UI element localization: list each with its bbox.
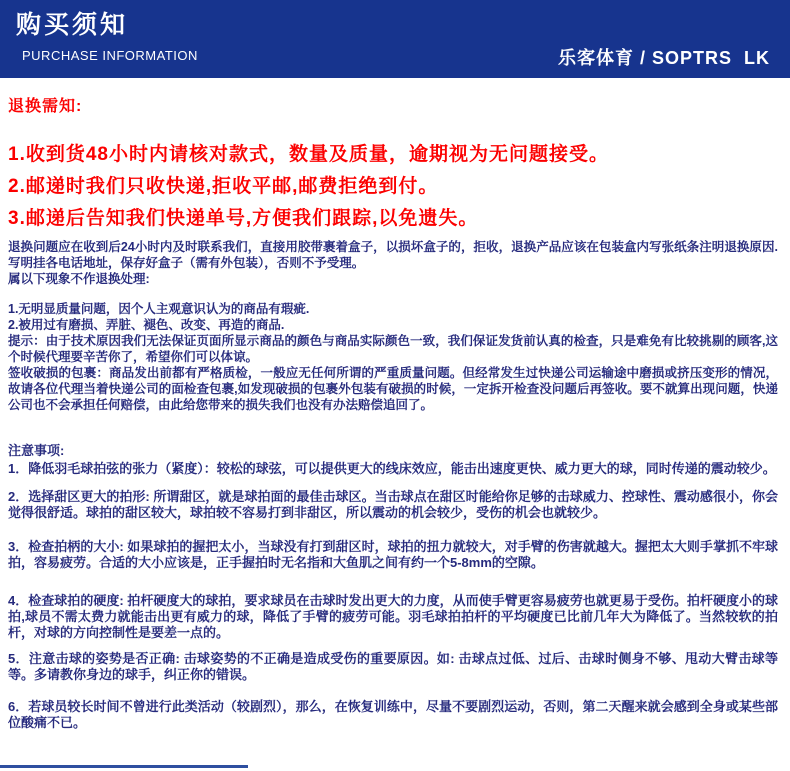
tip-item-3: 3．检查拍柄的大小: 如果球拍的握把太小，当球没有打到甜区时，球拍的扭力就较大，对手臂的伤害就越大。握把太大则手掌抓不牢球拍，容易疲劳。合适的大小应该是，正手握拍时无名指和大鱼肌之间有约一个5-8mm的空隙。 [8,539,778,570]
page-subtitle: PURCHASE INFORMATION [22,48,198,63]
policy-intro: 退换问题应在收到后24小时内及时联系我们，直接用胶带裹着盒子，以损坏盒子的，拒收，退换产品应该在包装盒内写张纸条注明退换原因.写明挂各电话地址，保存好盒子（需有外包装），否则不予受理。 [8,240,778,270]
return-rule-2: 2.邮递时我们只收快递,拒收平邮,邮费拒绝到付。 [8,176,439,197]
tip-item-6: 6．若球员较长时间不曾进行此类活动（较剧烈），那么，在恢复训练中，尽量不要剧烈运动，否则，第二天醒来就会感到全身或某些部位酸痛不已。 [8,699,778,730]
color-difference-tip: 提示：由于技术原因我们无法保证页面所显示商品的颜色与商品实际颜色一致，我们保证发货前认真的检查，只是难免有比较挑剔的顾客,这个时候代理要辛苦你了，希望你们可以体谅。 [8,334,778,364]
tip-item-5: 5．注意击球的姿势是否正确: 击球姿势的不正确是造成受伤的重要原因。如: 击球点过低、过后、击球时侧身不够、甩动大臂击球等等。多请教你身边的球手，纠正你的错误。 [8,651,778,682]
no-return-item-1: 1.无明显质量问题，因个人主观意识认为的商品有瑕疵. [8,302,310,316]
tip-item-4: 4．检查球拍的硬度: 拍杆硬度大的球拍，要求球员在击球时发出更大的力度，从而使手臂更容易疲劳也就更易于受伤。拍杆硬度小的球拍,球员不需太费力就能击出更有威力的球，降低了手臂的疲劳可能。羽毛球拍拍杆的平均硬度已比前几年大为降低了。当然较软的拍杆，对球的方向控制性是要差一点的。 [8,593,778,640]
return-rule-1: 1.收到货48小时内请核对款式，数量及质量，逾期视为无问题接受。 [8,144,609,165]
return-rule-3: 3.邮递后告知我们快递单号,方便我们跟踪,以免遗失。 [8,208,479,229]
page-title: 购买须知 [16,11,129,39]
header-banner [0,0,790,78]
bottom-divider [0,765,248,768]
tip-item-2: 2．选择甜区更大的拍形: 所谓甜区，就是球拍面的最佳击球区。当击球点在甜区时能给你足够的击球威力、控球性、震动感很小，你会觉得很舒适。球拍的甜区较大，球拍较不容易打到非甜区，所以震动的机会较少，受伤的机会也就较少。 [8,489,778,520]
no-return-title: 属以下现象不作退换处理: [8,272,150,286]
return-notice-heading: 退换需知: [8,98,83,115]
content-area [0,78,790,731]
brand-name: 乐客体育 / SOPTRS LK [557,48,770,68]
tips-section-title: 注意事项: [8,443,65,458]
header-title-group [16,11,198,63]
damaged-package-notice: 签收破损的包裹：商品发出前都有严格质检，一般应无任何所谓的严重质量问题。但经常发生过快递公司运输途中磨损或挤压变形的情况，故请各位代理当着快递公司的面检查包裹,如发现破损的包裹外包装有破损的时候，一定拆开检查没问题后再签收。要不就算出现问题，快递公司也不会承担任何赔偿，由此给您带来的损失我们也没有办法赔偿追回了。 [8,366,778,412]
no-return-item-2: 2.被用过有磨损、弄脏、褪色、改变、再造的商品. [8,318,285,332]
tip-item-1: 1．降低羽毛球拍弦的张力（紧度）：较松的球弦，可以提供更大的线床效应，能击出速度更快、威力更大的球，同时传递的震动较少。 [8,461,776,476]
